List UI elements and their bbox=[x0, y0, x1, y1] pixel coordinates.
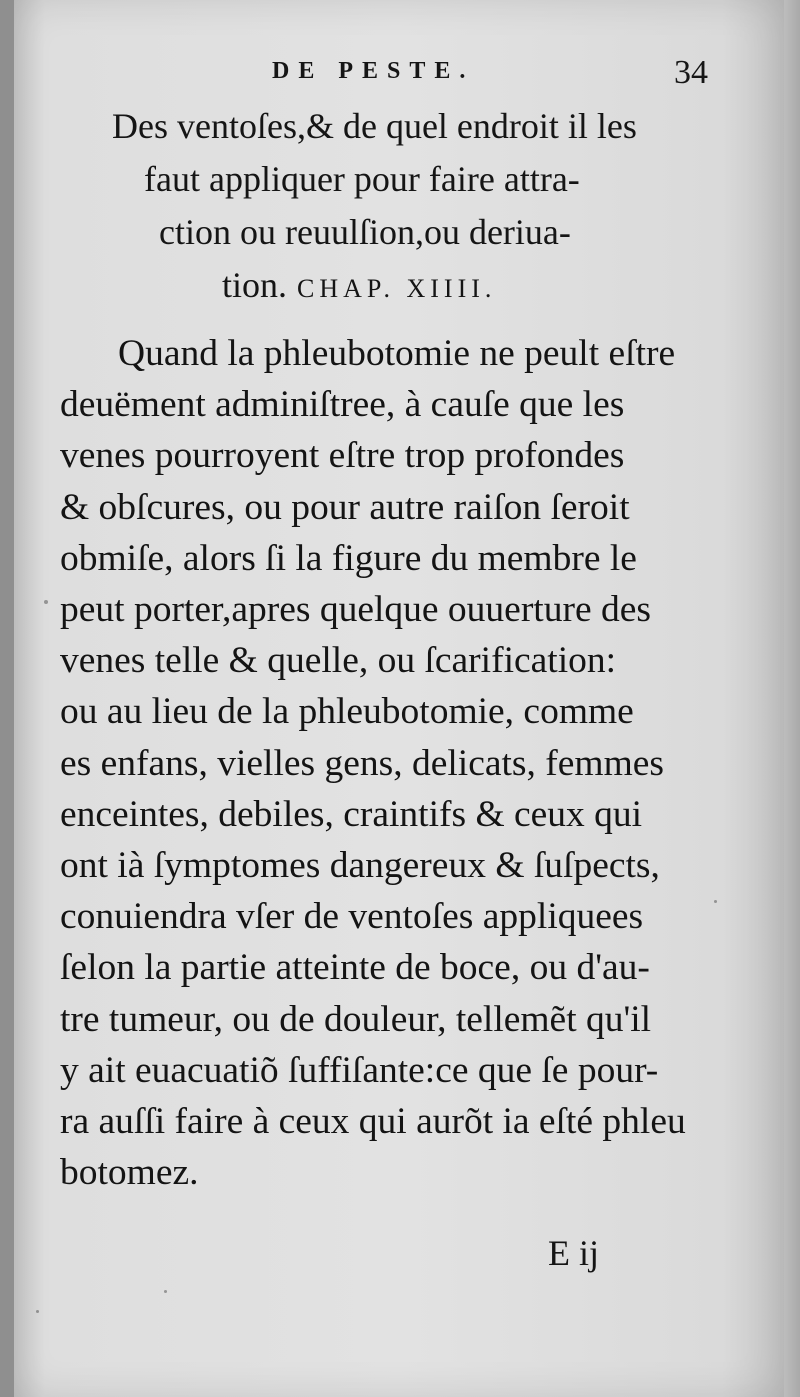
chapter-heading bbox=[100, 100, 720, 315]
body-line: deuëment adminiſtree, à cauſe que les bbox=[60, 384, 625, 426]
body-paragraph bbox=[60, 328, 720, 1198]
chapter-title-line: Des ventoſes,& de quel endroit il les bbox=[112, 106, 637, 146]
body-line: & obſcures, ou pour autre raiſon ſeroit bbox=[60, 486, 630, 528]
paper-speck bbox=[36, 1310, 39, 1313]
body-line: obmiſe, alors ſi la figure du membre le bbox=[60, 537, 637, 579]
body-line: peut porter,apres quelque ouuerture des bbox=[60, 589, 651, 631]
page-number: 34 bbox=[674, 54, 708, 91]
page-right-edge bbox=[784, 0, 800, 1397]
signature-mark: E ij bbox=[548, 1233, 599, 1273]
chapter-title-line: ction ou reuulſion,ou deriua- bbox=[159, 212, 571, 252]
body-line: ont ià ſymptomes dangereux & ſuſpects, bbox=[60, 845, 660, 887]
chapter-title-line: faut appliquer pour faire attra- bbox=[144, 159, 580, 199]
body-line: enceintes, debiles, craintifs & ceux qui bbox=[60, 793, 643, 835]
body-line: botomez. bbox=[60, 1152, 199, 1194]
chapter-label: CHAP. XIIII. bbox=[297, 274, 497, 303]
paper-speck bbox=[164, 1290, 167, 1293]
running-head: DE PESTE. bbox=[272, 58, 475, 84]
body-line: y ait euacuatiõ ſuffiſante:ce que ſe pour- bbox=[60, 1049, 659, 1091]
body-line: venes telle & quelle, ou ſcarification: bbox=[60, 640, 617, 682]
body-line: venes pourroyent eſtre trop profondes bbox=[60, 435, 625, 477]
body-line: Quand la phleubotomie ne peult eſtre bbox=[118, 333, 676, 374]
body-line: ra auſſi faire à ceux qui aurõt ia eſté phleu bbox=[60, 1101, 686, 1143]
body-line: conuiendra vſer de ventoſes appliquees bbox=[60, 896, 644, 938]
body-line: tre tumeur, ou de douleur, tellemẽt qu'il bbox=[60, 998, 652, 1040]
body-line: ou au lieu de la phleubotomie, comme bbox=[60, 691, 634, 733]
chapter-title-last-line bbox=[100, 259, 720, 315]
page-left-edge bbox=[0, 0, 14, 1397]
chapter-title-line: tion. bbox=[222, 265, 288, 305]
body-line: ſelon la partie atteinte de boce, ou d'au- bbox=[60, 947, 650, 989]
body-line: es enfans, vielles gens, delicats, femmes bbox=[60, 742, 664, 784]
paper-speck bbox=[44, 600, 48, 604]
